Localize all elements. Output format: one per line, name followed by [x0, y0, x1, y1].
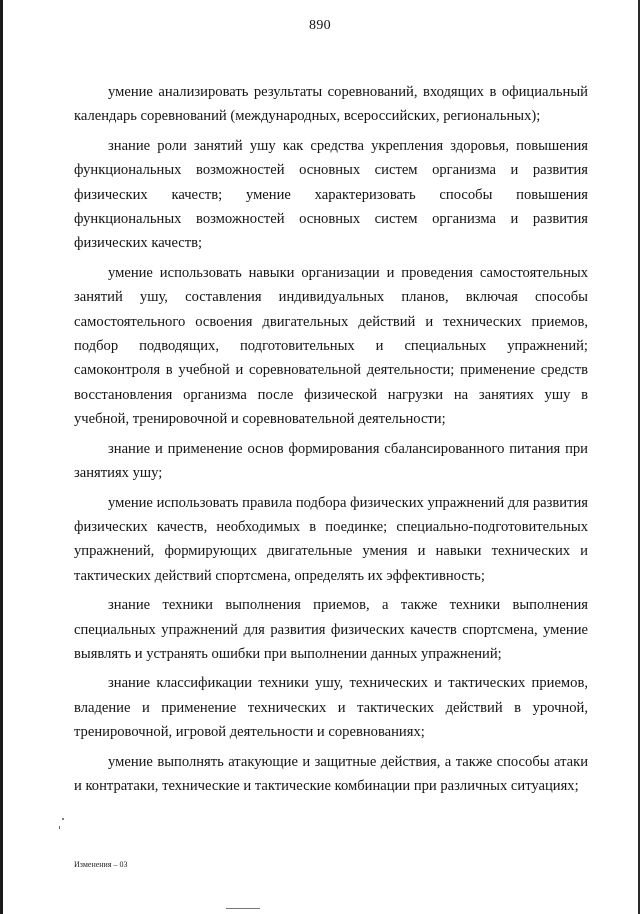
scan-speck — [62, 818, 64, 820]
paragraph: умение использовать навыки организации и проведения самостоятельных занятий ушу, составления индивидуальных планов, включая способы самостоятельного освоения двигательных действий и технических приемов, подбор подводящих, подготовительных и специальных упражнений; самоконтроля в учебной и соревновательной деятельности; применение средств восстановления организма после физической нагрузки на занятиях ушу в учебной, тренировочной и соревновательной деятельности; — [74, 264, 588, 428]
paragraph: знание и применение основ формирования сбалансированного питания при занятиях ушу; — [74, 440, 588, 482]
paragraph: умение анализировать результаты соревнований, входящих в официальный календарь соревнований (международных, всероссийских, региональных); — [74, 84, 588, 125]
page-number: 890 — [309, 18, 331, 33]
paragraph: умение использовать правила подбора физических упражнений для развития физических качеств, необходимых в поединке; специально-подготовительных упражнений, формирующих двигательные умения и навыки технических и тактических действий спортсмена, определять их эффективность; — [74, 494, 588, 584]
paragraph: знание классификации техники ушу, технических и тактических приемов, владение и применение технических и тактических действий в урочной, тренировочной, игровой деятельности и соревнованиях; — [74, 675, 588, 741]
paragraph: умение выполнять атакующие и защитные действия, а также способы атаки и контратаки, технические и тактические комбинации при различных ситуациях; — [74, 753, 588, 794]
scan-mark — [226, 908, 260, 909]
paragraph: знание техники выполнения приемов, а также техники выполнения специальных упражнений для развития физических качеств спортсмена, умение выявлять и устранять ошибки при выполнении данных упражнений; — [74, 597, 588, 662]
paragraph: знание роли занятий ушу как средства укрепления здоровья, повышения функциональных возможностей основных систем организма и развития физических качеств; умение характеризовать способы повышения функциональных возможностей основных систем организма и развития физических качеств; — [74, 137, 588, 252]
scan-speck — [59, 826, 60, 829]
body-text — [74, 80, 588, 803]
footer-revision-note: Изменения – 03 — [74, 860, 128, 869]
